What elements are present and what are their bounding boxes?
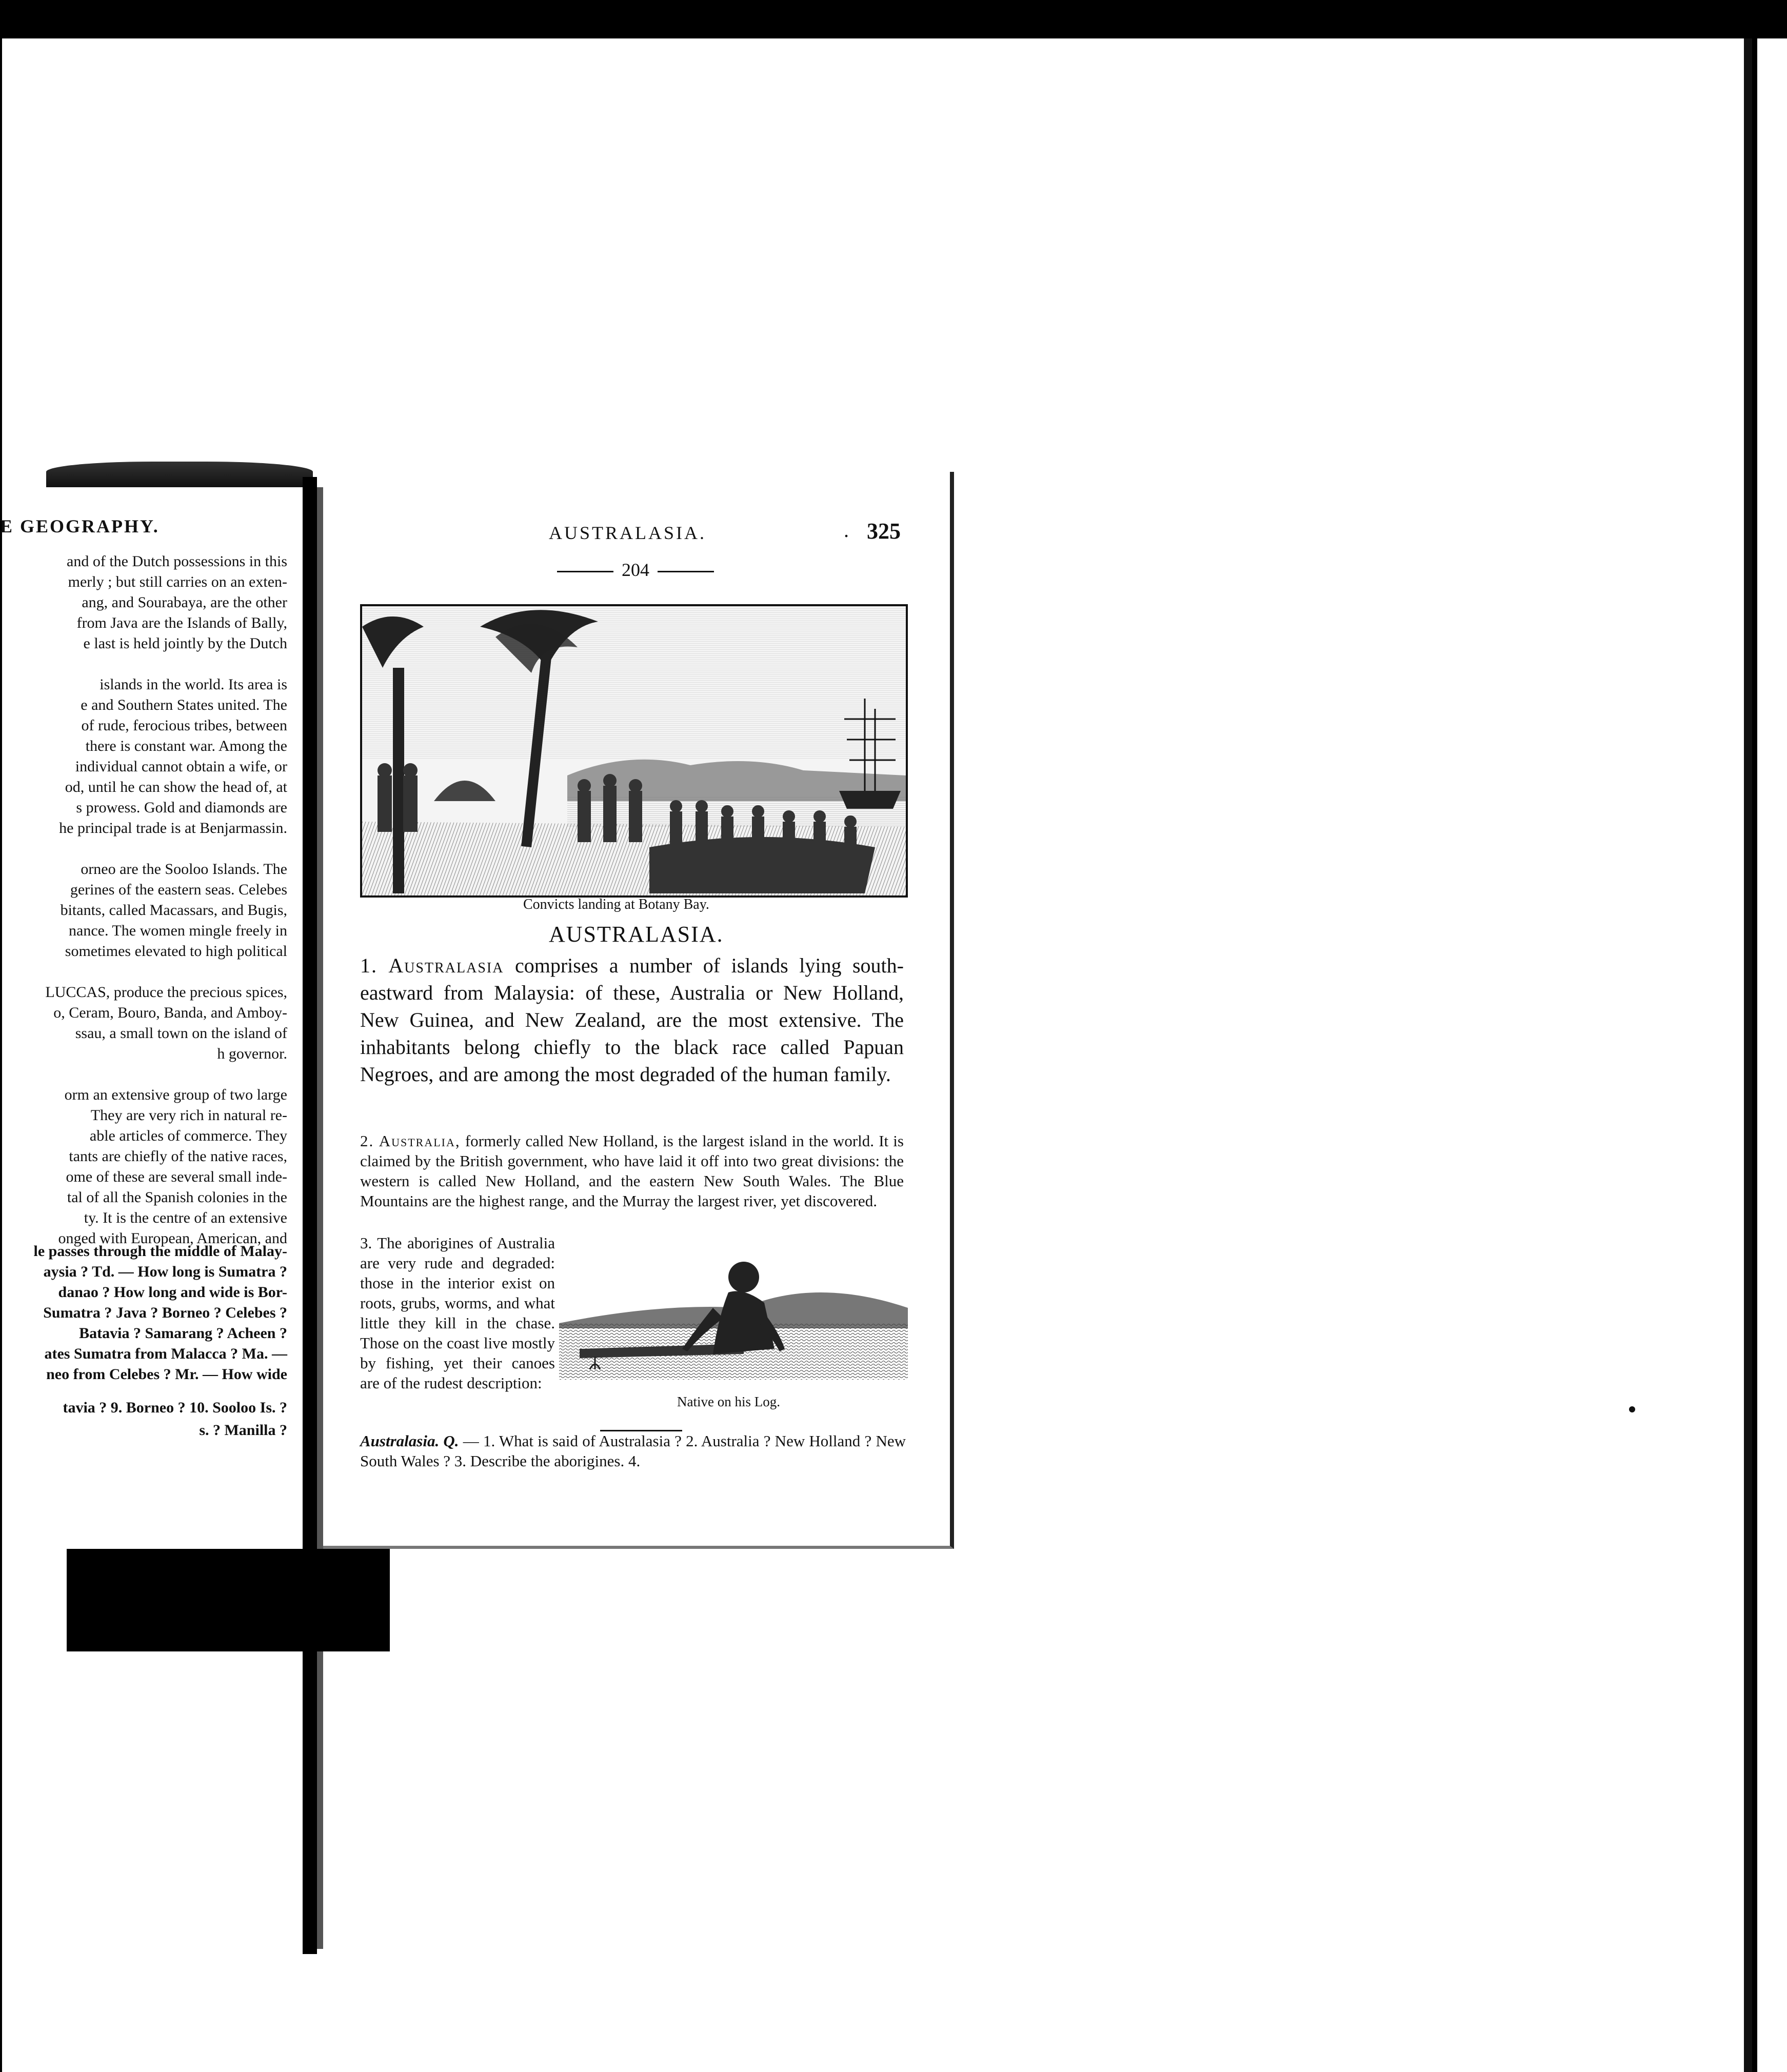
left-lines-line: individual cannot obtain a wife, or bbox=[75, 758, 287, 775]
native-illustration bbox=[559, 1246, 908, 1380]
left-lines-line: ty. It is the centre of an extensive bbox=[84, 1209, 287, 1226]
left-lines-line: tal of all the Spanish colonies in the bbox=[67, 1189, 287, 1206]
left-questions-line: neo from Celebes ? Mr. — How wide bbox=[46, 1366, 287, 1383]
left-lines-line: orm an extensive group of two large bbox=[64, 1086, 287, 1103]
questions-body: — 1. What is said of Australasia ? 2. Australia ? New Holland ? New South Wales ? 3. Describe the aborigines. 4. bbox=[360, 1432, 906, 1470]
left-lines-line: nance. The women mingle freely in bbox=[69, 922, 287, 939]
left-lines-line: ang, and Sourabaya, are the other bbox=[82, 594, 287, 611]
paragraph-2-lead: 2. Australia, bbox=[360, 1132, 461, 1150]
left-questions-line: le passes through the middle of Malay- bbox=[33, 1243, 287, 1260]
left-lines-line: o, Ceram, Bouro, Banda, and Amboy- bbox=[53, 1004, 287, 1021]
left-lines-line: od, until he can show the head of, at bbox=[65, 779, 287, 795]
left-page bbox=[0, 487, 305, 1923]
left-lines-line: e last is held jointly by the Dutch bbox=[83, 635, 287, 652]
left-lines-line: he principal trade is at Benjarmassin. bbox=[59, 820, 287, 836]
left-questions-line: Sumatra ? Java ? Borneo ? Celebes ? bbox=[43, 1304, 287, 1321]
left-footer-line: tavia ? 9. Borneo ? 10. Sooloo Is. ? bbox=[63, 1399, 287, 1416]
left-lines-line: from Java are the Islands of Bally, bbox=[76, 614, 287, 631]
left-questions-line: danao ? How long and wide is Bor- bbox=[58, 1284, 287, 1301]
native-caption: Native on his Log. bbox=[677, 1394, 780, 1409]
paragraph-3: 3. The aborigines of Australia are very rude and degraded: those in the interior exist on roots, grubs, worms, and what little they kill in the chase. Those on the coast live mostly by fishing, yet their canoes are of the rudest description: bbox=[360, 1234, 555, 1392]
review-questions bbox=[360, 1431, 906, 1471]
left-lines-line: there is constant war. Among the bbox=[85, 738, 287, 754]
paragraph-1-lead: 1. Australasia bbox=[360, 954, 504, 977]
left-lines-line: ssau, a small town on the island of bbox=[75, 1025, 287, 1042]
left-lines-line: They are very rich in natural re- bbox=[90, 1107, 287, 1124]
left-lines-line: islands in the world. Its area is bbox=[100, 676, 287, 693]
book-spine bbox=[303, 477, 317, 1954]
section-number: 204 bbox=[622, 560, 649, 580]
left-lines-line: ome of these are several small inde- bbox=[66, 1168, 287, 1185]
book-spine-edge bbox=[317, 487, 323, 1949]
left-lines-line: e and Southern States united. The bbox=[81, 696, 287, 713]
engraving-illustration bbox=[362, 606, 906, 895]
left-lines-line: onged with European, American, and bbox=[58, 1230, 287, 1247]
left-lines-line: merly ; but still carries on an exten- bbox=[68, 573, 287, 590]
paragraph-2 bbox=[360, 1131, 904, 1211]
section-marker bbox=[549, 559, 722, 581]
left-lines-line: and of the Dutch possessions in this bbox=[67, 553, 287, 570]
left-lines-line: sometimes elevated to high political bbox=[65, 943, 287, 960]
running-head: AUSTRALASIA. bbox=[549, 523, 707, 543]
left-lines-line: bitants, called Macassars, and Bugis, bbox=[60, 902, 287, 919]
left-lines-line: tants are chiefly of the native races, bbox=[69, 1148, 287, 1165]
paragraph-2-body: formerly called New Holland, is the largest island in the world. It is claimed by the British government, who have laid it off into two great divisions: the western is called New Holland, and the eastern New South Wales. The Blue Mountains are the highest range, and the Murray the largest river, yet discovered. bbox=[360, 1132, 904, 1210]
left-lines-line: gerines of the eastern seas. Celebes bbox=[70, 881, 287, 898]
left-lines-line: able articles of commerce. They bbox=[89, 1127, 287, 1144]
paragraph-1 bbox=[360, 952, 904, 1088]
left-lines-line: h governor. bbox=[217, 1045, 287, 1062]
page-dot: . bbox=[844, 519, 849, 542]
left-running-head: E GEOGRAPHY. bbox=[0, 516, 160, 536]
left-page-torn-edge bbox=[46, 462, 313, 487]
engraving-native-on-log bbox=[559, 1246, 908, 1380]
left-questions-line: aysia ? Td. — How long is Sumatra ? bbox=[43, 1263, 287, 1280]
right-page bbox=[323, 472, 954, 1549]
scan-top-edge bbox=[0, 0, 1787, 38]
engraving-convicts-landing bbox=[360, 604, 908, 898]
page-number: 325 bbox=[867, 519, 901, 544]
questions-lead: Australasia. Q. bbox=[360, 1432, 459, 1450]
scan-speck bbox=[1629, 1406, 1635, 1412]
left-lines-line: LUCCAS, produce the precious spices, bbox=[45, 984, 287, 1001]
left-lines-line: orneo are the Sooloo Islands. The bbox=[81, 861, 287, 878]
left-questions-line: Batavia ? Samarang ? Acheen ? bbox=[79, 1325, 287, 1342]
section-title: AUSTRALASIA. bbox=[549, 922, 724, 947]
scan-right-edge bbox=[1752, 38, 1757, 2072]
left-lines-line: of rude, ferocious tribes, between bbox=[81, 717, 287, 734]
left-footer-line: s. ? Manilla ? bbox=[199, 1422, 287, 1439]
engraving-caption: Convicts landing at Botany Bay. bbox=[523, 896, 709, 912]
paragraph-1-body: comprises a number of islands lying south-eastward from Malaysia: of these, Australia or New Holland, New Guinea, and New Zealand, are the most extensive. The inhabitants belong chiefly to the black race called Papuan Negroes, and are among the most degraded of the human family. bbox=[360, 954, 904, 1086]
binding-tab bbox=[67, 1549, 390, 1651]
left-lines-line: s prowess. Gold and diamonds are bbox=[76, 799, 287, 816]
left-questions-line: ates Sumatra from Malacca ? Ma. — bbox=[44, 1345, 287, 1362]
